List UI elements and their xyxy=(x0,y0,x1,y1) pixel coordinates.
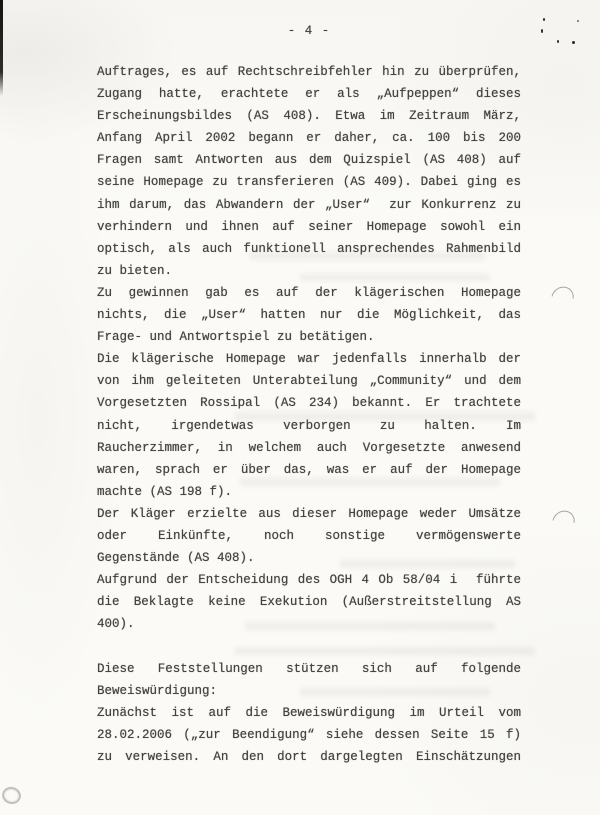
text-line: Zunächst ist auf die Beweiswürdigung im Urteil vom xyxy=(97,705,521,720)
text-line: nichts, die „User“ hatten nur die Möglichkeit, das xyxy=(97,308,521,323)
text-line: Fragen samt Antworten aus dem Quizspiel (AS 408) auf xyxy=(97,153,521,168)
text-line: Die klägerische Homepage war jedenfalls innerhalb der xyxy=(97,352,521,367)
ghost-text-smudge xyxy=(240,478,500,486)
text-line: optisch, als auch funktionell ansprechendes Rahmenbild xyxy=(97,241,521,256)
text-line: Vorgesetzten Rossipal (AS 234) bekannt. Er trachtete xyxy=(97,396,521,411)
page-number: - 4 - xyxy=(287,24,331,38)
ghost-text-smudge xyxy=(340,560,515,568)
scan-artifact-ring-mark xyxy=(0,785,23,806)
scan-speck xyxy=(572,41,575,44)
text-line: 28.02.2006 („zur Beendigung“ siehe dessen Seite 15 f) xyxy=(97,727,521,742)
text-line: Gegenstände (AS 408). xyxy=(97,551,255,566)
text-line: Anfang April 2002 begann er daher, ca. 100 bis 200 xyxy=(97,131,521,146)
text-line: ihm darum, das Abwandern der „User“ zur Konkurrenz zu xyxy=(97,197,521,212)
ghost-text-smudge xyxy=(235,412,535,421)
ghost-text-smudge xyxy=(245,622,495,630)
text-line: Zugang hatte, erachtete er als „Aufpeppen“ dieses xyxy=(97,87,521,102)
text-line: 400). xyxy=(97,617,135,632)
text-line: machte (AS 198 f). xyxy=(97,484,233,499)
text-line: Aufgrund der Entscheidung des OGH 4 Ob 58/04 i führte xyxy=(97,573,521,588)
text-line: seine Homepage zu transferieren (AS 409). Dabei ging es xyxy=(97,175,521,190)
scan-speck xyxy=(543,18,545,21)
text-line: zu verweisen. An den dort dargelegten Einschätzungen xyxy=(97,749,521,764)
scan-speck xyxy=(541,29,543,33)
text-line: Diese Feststellungen stützen sich auf folgende xyxy=(97,661,521,676)
scan-artifact-arc-mark xyxy=(548,506,579,536)
text-line: von ihm geleiteten Unterabteilung „Community“ und dem xyxy=(97,374,521,389)
scan-speck xyxy=(577,20,579,22)
text-line: die Beklagte keine Exekution (Außerstreitstellung AS xyxy=(97,595,521,610)
text-line: zu bieten. xyxy=(97,263,173,278)
text-line: verhindern und ihnen auf seiner Homepage sowohl ein xyxy=(97,219,521,234)
text-line: Erscheinungsbildes (AS 408). Etwa im Zeitraum März, xyxy=(97,109,521,124)
text-line: nicht, irgendetwas verborgen zu halten. Im xyxy=(97,418,521,433)
ghost-text-smudge xyxy=(300,274,490,281)
text-line: waren, sprach er über das, was er auf der Homepage xyxy=(97,462,521,477)
text-line: Frage- und Antwortspiel zu betätigen. xyxy=(97,330,375,345)
text-line: Beweiswürdigung: xyxy=(97,683,218,698)
scan-artifact-arc-mark xyxy=(547,282,578,312)
scan-artifact-left-edge-bar xyxy=(0,0,3,96)
text-line: oder Einkünfte, noch sonstige vermögenswerte xyxy=(97,528,521,543)
text-line: Der Kläger erzielte aus dieser Homepage weder Umsätze xyxy=(97,506,521,521)
ghost-text-smudge xyxy=(235,647,535,655)
text-line: Zu gewinnen gab es auf der klägerischen Homepage xyxy=(97,285,521,300)
scan-speck xyxy=(557,40,559,43)
ghost-text-smudge xyxy=(250,252,485,260)
text-line: Raucherzimmer, in welchem auch Vorgesetzte anwesend xyxy=(97,440,521,455)
ghost-text-smudge xyxy=(300,688,490,696)
text-line: Auftrages, es auf Rechtschreibfehler hin zu überprüfen, xyxy=(97,65,521,79)
